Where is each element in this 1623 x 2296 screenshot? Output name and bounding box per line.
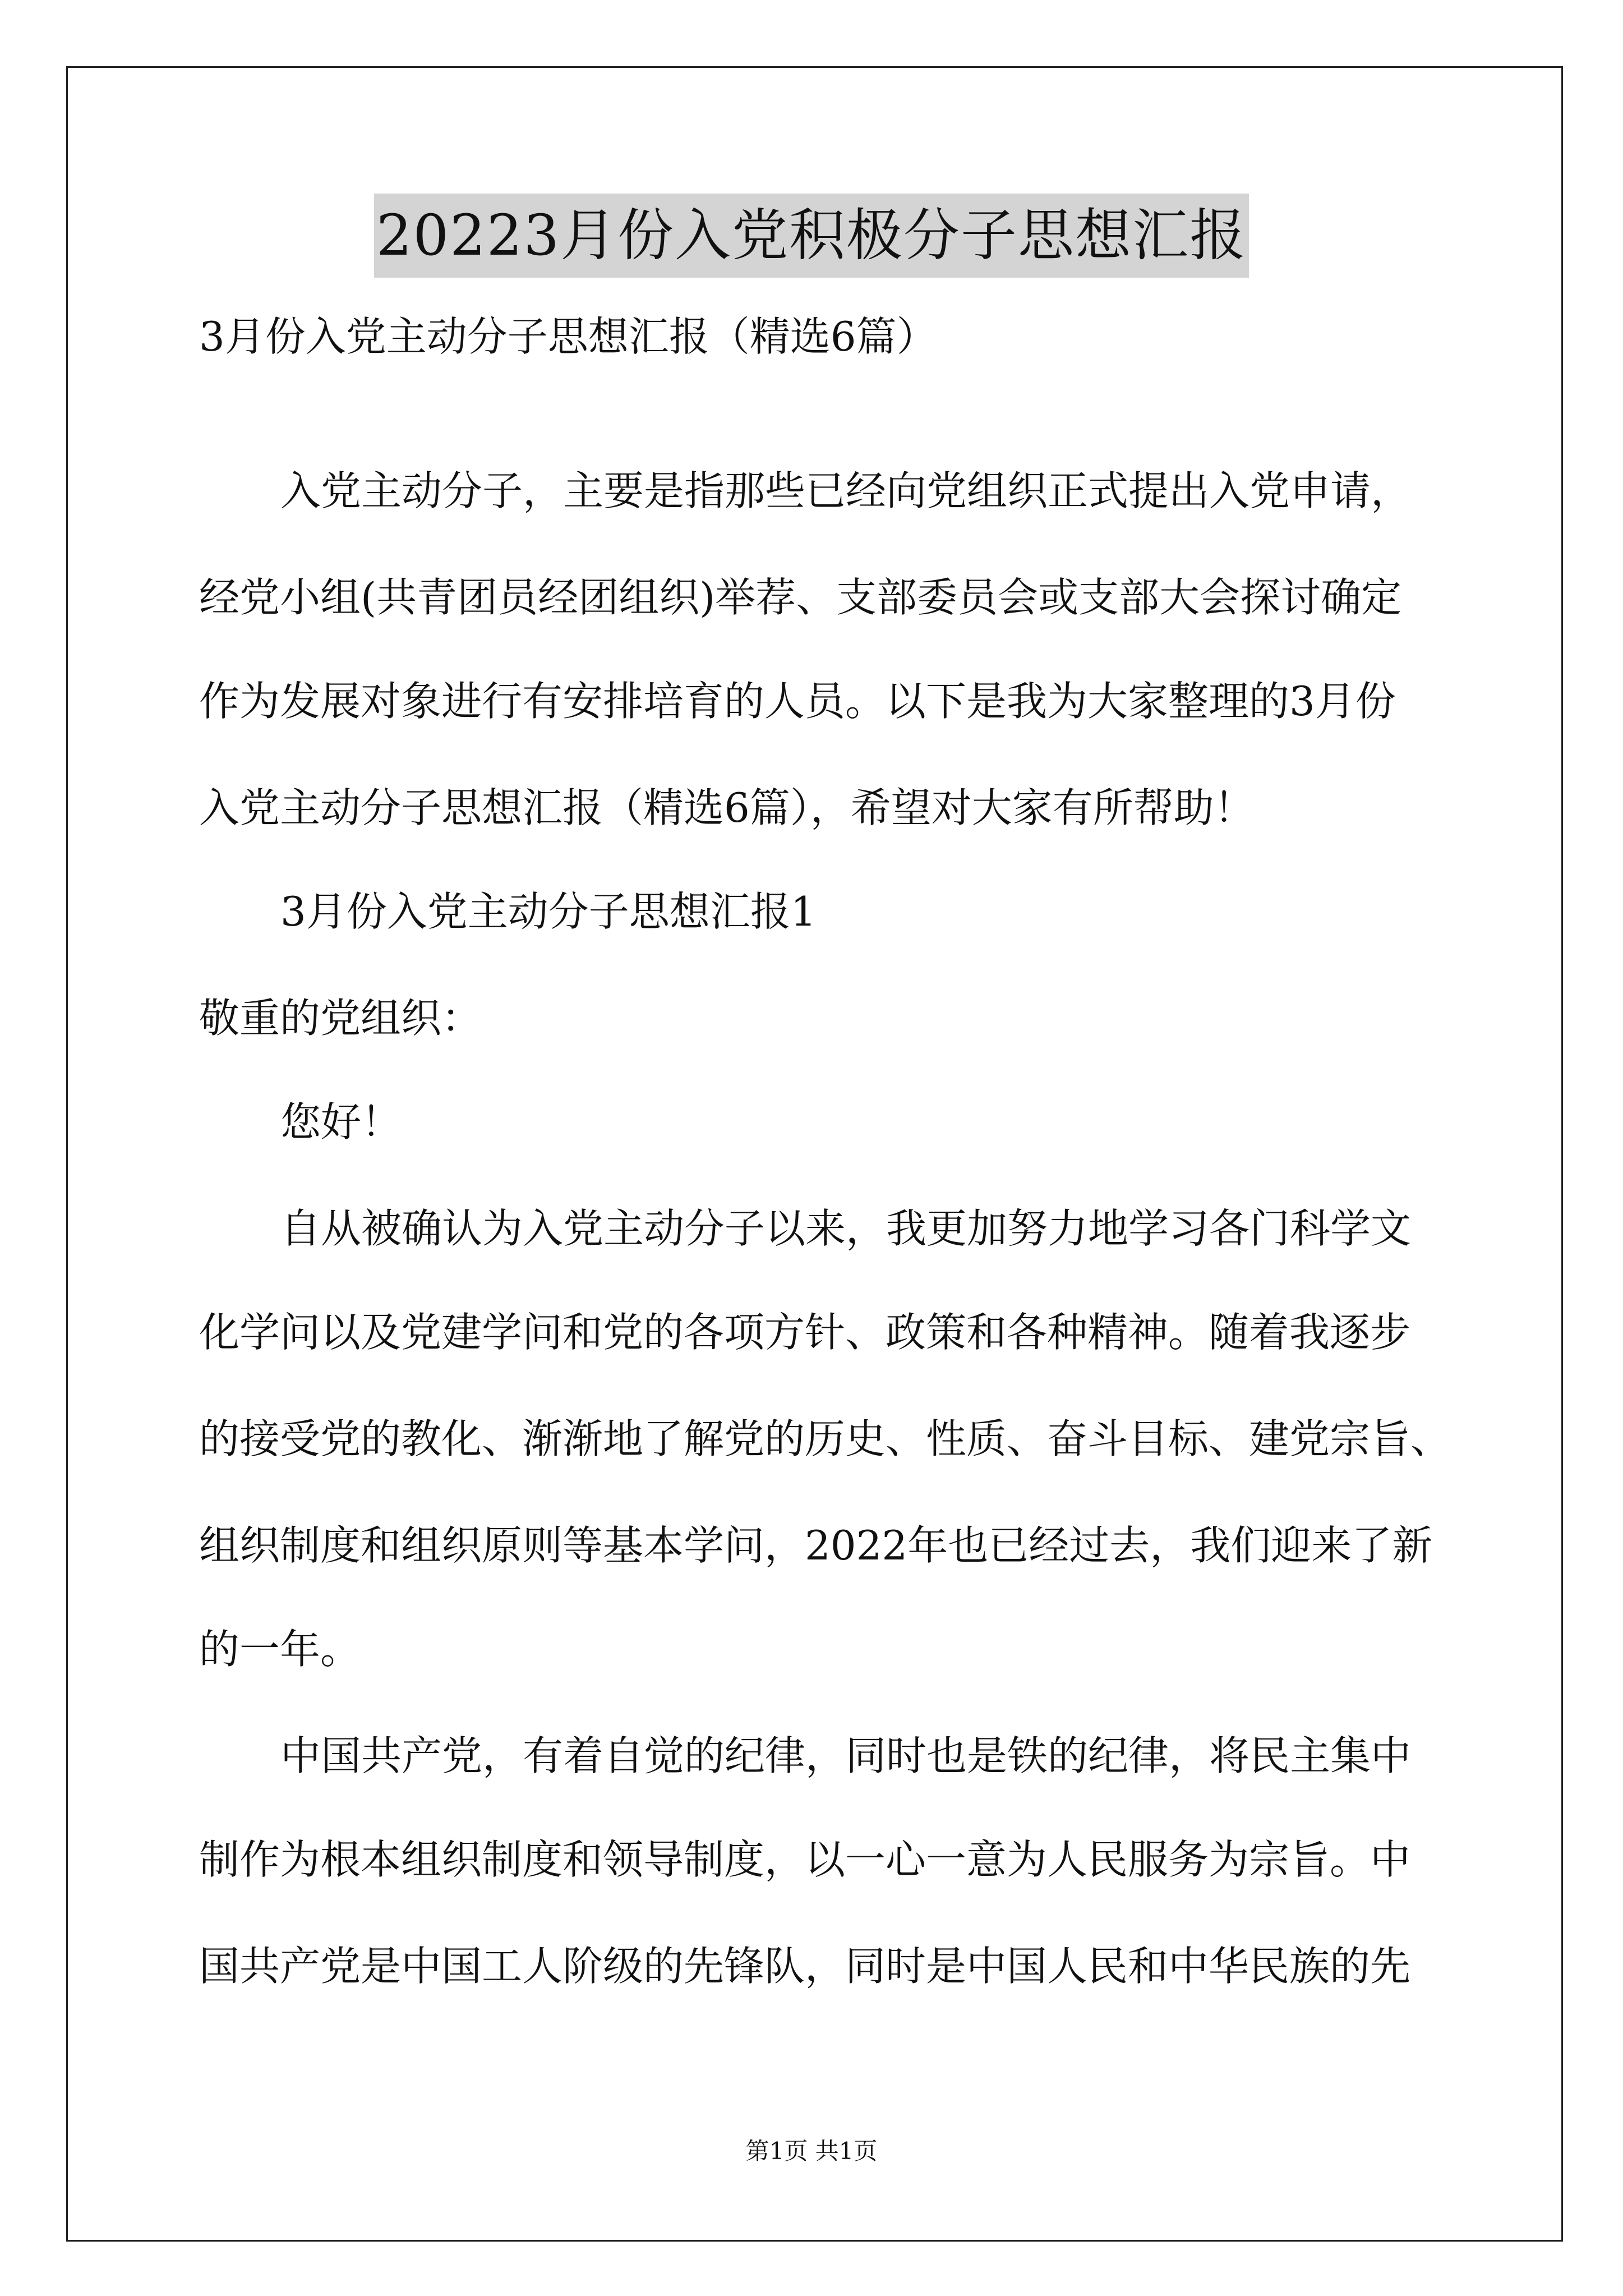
paragraph-line: 入党主动分子思想汇报（精选6篇），希望对大家有所帮助！ — [199, 784, 1255, 831]
paragraph-line: 3月份入党主动分子思想汇报1 — [280, 888, 817, 935]
paragraph-line: 您好！ — [280, 1098, 402, 1145]
paragraph-line: 经党小组(共青团员经团组织)举荐、支部委员会或支部大会探讨确定 — [199, 574, 1402, 621]
text-line — [0, 1610, 1623, 1688]
text-line — [0, 1189, 1623, 1268]
text-line — [0, 662, 1623, 740]
text-line — [0, 1717, 1623, 1795]
paragraph-line: 3月份入党主动分子思想汇报（精选6篇） — [199, 313, 937, 360]
paragraph-line: 的接受党的教化、渐渐地了解党的历史、性质、奋斗目标、建党宗旨、 — [199, 1415, 1451, 1462]
paragraph-line: 国共产党是中国工人阶级的先锋队，同时是中国人民和中华民族的先 — [199, 1943, 1411, 1990]
page-footer: 第1页 共1页 — [745, 2137, 878, 2165]
salutation — [0, 979, 1623, 1057]
text-line — [0, 558, 1623, 637]
text-line — [0, 769, 1623, 847]
text-line — [0, 1927, 1623, 2005]
subtitle-line — [0, 297, 1623, 376]
text-line — [0, 1820, 1623, 1899]
paragraph-line: 化学问以及党建学问和党的各项方针、政策和各种精神。随着我逐步 — [199, 1309, 1411, 1356]
paragraph-line: 制作为根本组织制度和领导制度，以一心一意为人民服务为宗旨。中 — [199, 1836, 1411, 1883]
paragraph-line: 作为发展对象进行有安排培育的人员。以下是我为大家整理的3月份 — [199, 678, 1396, 725]
section-heading — [0, 872, 1623, 951]
paragraph-line: 自从被确认为入党主动分子以来，我更加努力地学习各门科学文 — [280, 1205, 1412, 1252]
greeting — [0, 1083, 1623, 1161]
paragraph-line: 中国共产党，有着自觉的纪律，同时也是铁的纪律，将民主集中 — [280, 1732, 1412, 1779]
paragraph-line: 敬重的党组织： — [199, 995, 482, 1042]
document-title — [0, 188, 1623, 283]
text-line — [0, 1293, 1623, 1372]
text-line — [0, 1400, 1623, 1478]
text-line — [0, 1506, 1623, 1585]
paragraph-line: 组织制度和组织原则等基本学问，2022年也已经过去，我们迎来了新 — [199, 1522, 1433, 1569]
paragraph-line: 的一年。 — [199, 1626, 361, 1673]
document-title-text: 20223月份入党积极分子思想汇报 — [374, 194, 1249, 278]
paragraph-line: 入党主动分子，主要是指那些已经向党组织正式提出入党申请， — [280, 467, 1412, 514]
text-line — [0, 452, 1623, 530]
